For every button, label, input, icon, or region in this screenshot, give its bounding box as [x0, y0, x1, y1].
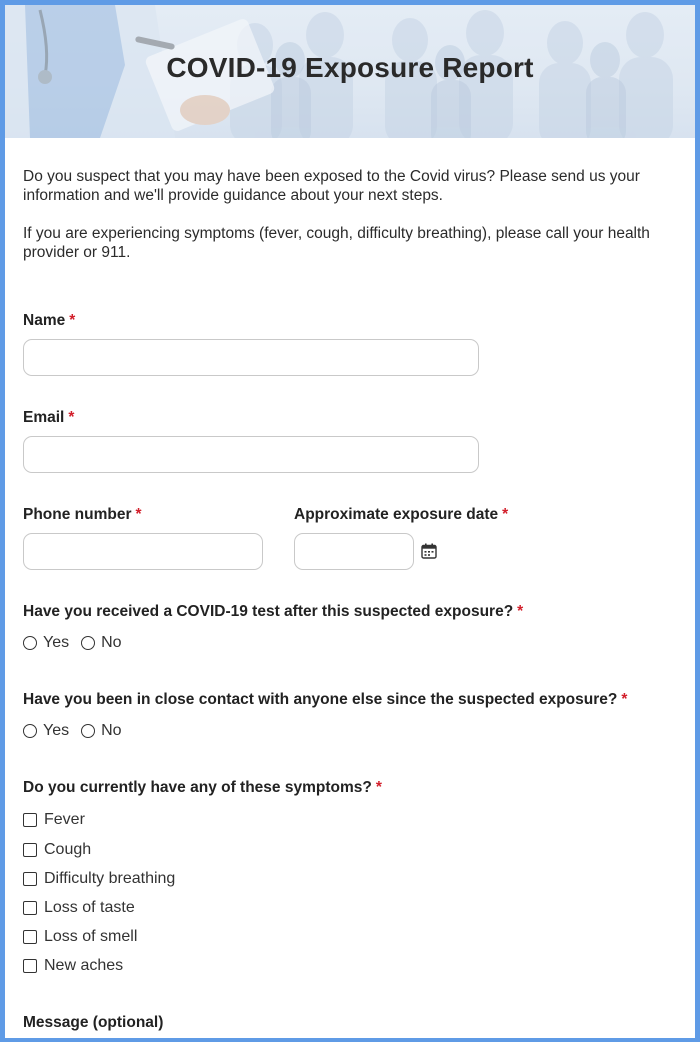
checkbox-label[interactable]: Fever: [44, 811, 85, 828]
required-marker: *: [68, 409, 75, 426]
email-label: Email *: [23, 409, 75, 426]
name-input[interactable]: [23, 339, 479, 376]
symptom-fever-option[interactable]: [23, 811, 85, 829]
calendar-icon[interactable]: [421, 543, 437, 559]
symptom-new-aches-option[interactable]: [23, 957, 123, 975]
required-marker: *: [517, 603, 524, 620]
radio-label[interactable]: Yes: [43, 722, 70, 739]
required-marker: *: [502, 506, 509, 523]
radio-label[interactable]: No: [101, 722, 122, 739]
close-contact-question: Have you been in close contact with anyone else since the suspected exposure? *: [23, 691, 628, 708]
close-contact-options: [23, 722, 134, 740]
header-banner: [5, 5, 695, 138]
checkbox-label[interactable]: Loss of taste: [44, 899, 135, 916]
required-marker: *: [135, 506, 142, 523]
fever-checkbox[interactable]: [23, 813, 37, 827]
checkbox-label[interactable]: Loss of smell: [44, 928, 138, 945]
close-contact-yes-radio[interactable]: [23, 724, 37, 738]
intro-text-2: If you are experiencing symptoms (fever, cough, difficulty breathing), please call your health provider or 911.: [23, 225, 650, 261]
required-marker: *: [621, 691, 628, 708]
required-marker: *: [69, 312, 76, 329]
email-input[interactable]: [23, 436, 479, 473]
loss-of-taste-checkbox[interactable]: [23, 901, 37, 915]
phone-label: Phone number *: [23, 506, 142, 523]
intro-text-1: Do you suspect that you may have been exposed to the Covid virus? Please send us your information and we'll provide guidance about your next steps.: [23, 168, 640, 204]
difficulty-breathing-checkbox[interactable]: [23, 872, 37, 886]
symptom-loss-of-smell-option[interactable]: [23, 928, 137, 946]
checkbox-label[interactable]: New aches: [44, 957, 124, 974]
symptoms-question: Do you currently have any of these symptoms? *: [23, 779, 382, 796]
new-aches-checkbox[interactable]: [23, 959, 37, 973]
close-contact-no-radio[interactable]: [81, 724, 95, 738]
exposure-date-label: Approximate exposure date *: [294, 506, 509, 523]
checkbox-label[interactable]: Cough: [44, 841, 92, 858]
symptom-loss-of-taste-option[interactable]: [23, 899, 135, 917]
name-label: Name *: [23, 312, 76, 329]
symptom-difficulty-breathing-option[interactable]: [23, 870, 175, 888]
covid-test-no-radio[interactable]: [81, 636, 95, 650]
page-title: COVID-19 Exposure Report: [166, 52, 534, 83]
required-marker: *: [375, 779, 382, 796]
covid-test-yes-radio[interactable]: [23, 636, 37, 650]
radio-label[interactable]: No: [101, 634, 122, 651]
message-label: Message (optional): [23, 1014, 164, 1031]
symptom-cough-option[interactable]: [23, 841, 91, 859]
cough-checkbox[interactable]: [23, 843, 37, 857]
radio-label[interactable]: Yes: [43, 634, 70, 651]
loss-of-smell-checkbox[interactable]: [23, 930, 37, 944]
checkbox-label[interactable]: Difficulty breathing: [44, 870, 176, 887]
covid-test-question: Have you received a COVID-19 test after this suspected exposure? *: [23, 603, 524, 620]
covid-test-options: [23, 634, 134, 652]
exposure-date-input[interactable]: [294, 533, 414, 570]
phone-input[interactable]: [23, 533, 263, 570]
